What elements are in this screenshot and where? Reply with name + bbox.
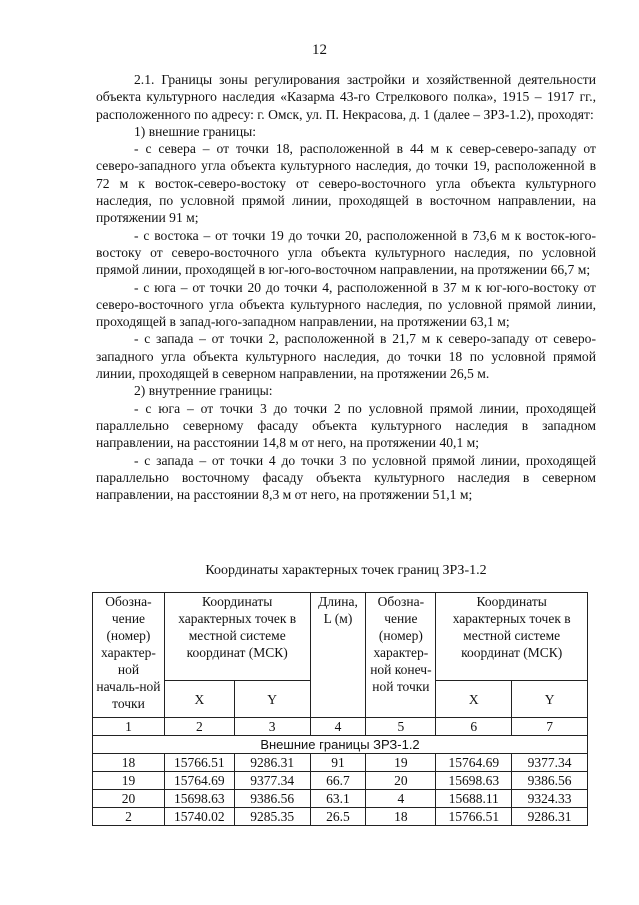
cell-y-end: 9386.56: [512, 772, 588, 790]
column-number: 1: [93, 718, 165, 736]
cell-x-start: 15766.51: [164, 754, 234, 772]
paragraph-internal-heading: 2) внутренние границы:: [134, 383, 273, 399]
cell-x-start: 15740.02: [164, 808, 234, 826]
section-row: [93, 736, 588, 754]
cell-y-end: 9324.33: [512, 790, 588, 808]
table-row: [93, 754, 588, 772]
table-caption: Координаты характерных точек границ ЗРЗ-1.2: [205, 563, 487, 578]
column-number: 5: [366, 718, 436, 736]
cell-length: 26.5: [310, 808, 366, 826]
paragraph-south: - с юга – от точки 20 до точки 4, расположенной в 37 м к юг-юго-востоку от северо-восточного угла объекта культурного наследия, по условной прямой линии, проходящей в запад-юго-западном направлении, на протяжении 63,1 м;: [96, 279, 596, 330]
page-number: 12: [312, 42, 327, 58]
paragraph-internal-south: - с юга – от точки 3 до точки 2 по условной прямой линии, проходящей параллельно северному фасаду объекта культурного наследия в западном направлении, на расстоянии 14,8 м от него, на протяжении 40,1 м;: [96, 400, 596, 451]
column-numbers-row: [93, 718, 588, 736]
header-coords-right: Координаты характерных точек в местной системе координат (МСК): [436, 593, 588, 681]
cell-start-point: 18: [93, 754, 165, 772]
cell-x-end: 15688.11: [436, 790, 512, 808]
cell-y-end: 9286.31: [512, 808, 588, 826]
table-row: [93, 808, 588, 826]
paragraph-west: - с запада – от точки 2, расположенной в 21,7 м к северо-западу от северо-западного угла объекта культурного наследия, до точки 18 по условной прямой линии, проходящей в северном направлении, на протяжении 26,5 м.: [96, 331, 596, 382]
cell-length: 63.1: [310, 790, 366, 808]
cell-y-start: 9377.34: [234, 772, 310, 790]
column-number: 3: [234, 718, 310, 736]
column-number: 2: [164, 718, 234, 736]
paragraph-internal-west: - с запада – от точки 4 до точки 3 по условной прямой линии, проходящей параллельно восточному фасаду объекта культурного наследия в северном направлении, на расстоянии 8,3 м от него, на протяжении 51,1 м;: [96, 452, 596, 503]
cell-x-start: 15764.69: [164, 772, 234, 790]
paragraph-intro: 2.1. Границы зоны регулирования застройки и хозяйственной деятельности объекта культурного наследия «Казарма 43-го Стрелкового полка», 1915 – 1917 гг., расположенного по адресу: г. Омск, ул. П. Некрасова, д. 1 (далее – ЗРЗ-1.2), проходят:: [96, 72, 596, 122]
header-y-right: Y: [512, 681, 588, 718]
cell-x-start: 15698.63: [164, 790, 234, 808]
section-title: Внешние границы ЗРЗ-1.2: [93, 736, 588, 754]
cell-y-start: 9285.35: [234, 808, 310, 826]
cell-length: 66.7: [310, 772, 366, 790]
cell-start-point: 2: [93, 808, 165, 826]
cell-x-end: 15764.69: [436, 754, 512, 772]
cell-start-point: 19: [93, 772, 165, 790]
cell-end-point: 4: [366, 790, 436, 808]
header-x-left: X: [164, 681, 234, 718]
paragraph-east: - с востока – от точки 19 до точки 20, расположенной в 73,6 м к восток-юго-востоку от северо-восточного угла объекта культурного наследия, по условной прямой линии, проходящей в юг-юго-восточном направлении, на протяжении 66,7 м;: [96, 227, 596, 278]
header-end-point: Обозна-чение (номер) характер-ной конеч-ной точки: [366, 593, 436, 718]
cell-y-end: 9377.34: [512, 754, 588, 772]
column-number: 7: [512, 718, 588, 736]
header-y-left: Y: [234, 681, 310, 718]
header-coords-left: Координаты характерных точек в местной системе координат (МСК): [164, 593, 310, 681]
cell-length: 91: [310, 754, 366, 772]
table-row: [93, 790, 588, 808]
column-number: 6: [436, 718, 512, 736]
cell-x-end: 15698.63: [436, 772, 512, 790]
header-x-right: X: [436, 681, 512, 718]
cell-end-point: 19: [366, 754, 436, 772]
header-length: Длина, L (м): [310, 593, 366, 718]
cell-x-end: 15766.51: [436, 808, 512, 826]
coordinates-table: [92, 592, 588, 826]
cell-y-start: 9386.56: [234, 790, 310, 808]
paragraph-external-heading: 1) внешние границы:: [134, 123, 257, 139]
header-start-point: Обозна-чение (номер) характер-ной началь-ной точки: [93, 593, 165, 718]
cell-end-point: 18: [366, 808, 436, 826]
cell-end-point: 20: [366, 772, 436, 790]
cell-start-point: 20: [93, 790, 165, 808]
document-body: [96, 71, 596, 503]
paragraph-north: - с севера – от точки 18, расположенной в 44 м к север-северо-западу от северо-западного угла объекта культурного наследия, до точки 19, расположенной в 72 м к восток-северо-востоку от северо-восточного угла объекта культурного наследия, по условной прямой линии, проходящей в восточном направлении, на протяжении 91 м;: [96, 141, 596, 226]
cell-y-start: 9286.31: [234, 754, 310, 772]
table-row: [93, 772, 588, 790]
column-number: 4: [310, 718, 366, 736]
